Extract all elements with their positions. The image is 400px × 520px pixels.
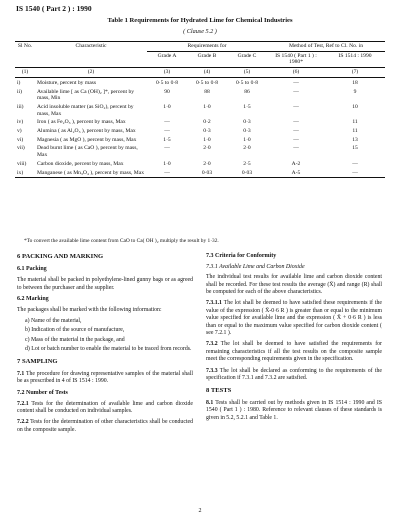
row-characteristic: Moisture, percent by mass [37,79,97,86]
row-method-is1514: 11 [352,128,358,135]
list-item: d) Lot or batch number to enable the material to be traced from records. [25,346,192,353]
header-is1514: IS 1514 : 1990 [338,52,372,59]
row-method-is1514: 15 [352,145,358,152]
row-grade-c: 0·3 [243,128,251,135]
table-row [15,88,385,103]
header-characteristic: Characteristic [75,43,107,49]
section-7-3-2-text: The lot shall be deemed to have satisfied the requirements for remaining characteristics if all the test results on the composite sample meet the corresponding requirements given in the specification. [206,341,382,363]
row-grade-c: 1·0 [243,136,251,143]
table-row [15,103,385,118]
row-method-is1540: — [293,128,299,135]
row-grade-b: 0·03 [201,169,213,176]
row-sl: v) [17,128,22,135]
row-grade-a: 1·0 [163,103,171,110]
header-method-group: Method of Test, Ref to Cl. No. in [267,42,385,52]
row-grade-c: 86 [244,88,250,95]
row-method-is1540: — [293,136,299,143]
requirements-table [15,41,385,178]
page-number: 2 [198,508,202,514]
section-7-1-number: 7.1 [17,371,25,378]
header-sl-no: Sl No. [17,43,33,49]
table-row [15,169,385,178]
row-characteristic: Manganese ( as Mn₃O₄ ), percent by mass, Max [37,169,145,176]
row-grade-c: 2·0 [243,145,251,152]
list-item: b) Indication of the source of manufacture, [25,327,125,334]
row-grade-c: 0·3 [243,119,251,126]
row-characteristic: Carbon dioxide, percent by mass, Max [37,160,124,167]
section-6-1-heading: 6.1 Packing [17,266,47,273]
row-grade-b: 2·0 [203,160,211,167]
column-number: (3) [163,69,171,76]
row-characteristic: Acid insoluble matter (as SiO₂), percent by mass, Max [37,103,134,117]
table-row [15,127,385,136]
row-method-is1540: — [293,88,299,95]
list-item: a) Name of the material, [25,318,82,324]
section-6-2-text: The packages shall be marked with the following information: [17,306,162,313]
row-grade-a: — [164,119,170,126]
row-grade-c: 1·5 [243,103,251,110]
section-7-heading: 7 SAMPLING [17,357,58,365]
row-sl: iv) [17,119,24,126]
row-grade-b: 1·0 [203,136,211,143]
row-characteristic: Iron ( as Fe₂O₃ ), percent by mass, Max [37,119,126,126]
table-footnote: *To convert the available lime content from CaO to Ca( OH )₂ multiply the result by 1·32. [24,238,219,244]
row-method-is1540: — [293,79,299,86]
table-row [15,136,385,145]
header-requirements-group: Requirements for [147,42,267,52]
table-title: Table 1 Requirements for Hydrated Lime for Chemical Industries [107,17,293,24]
row-characteristic: Alumina ( as Al₂O₃ ), percent by mass, Max [37,128,136,135]
row-sl: viii) [17,160,27,167]
row-method-is1514: 10 [352,103,358,110]
section-7-3-2-number: 7.3.2 [206,341,218,348]
row-grade-a: 1·5 [163,136,171,143]
row-method-is1540: — [293,145,299,152]
row-grade-c: 0·03 [241,169,253,176]
table-row [15,118,385,127]
table-row [15,77,385,87]
section-7-3-1-text: The individual test results for available lime and carbon dioxide content shall be recorded. For these test results the average (X̄) and range (R) shall be computed for each of the above characteristics. [206,274,382,296]
column-number: (2) [87,69,95,76]
row-grade-a: — [164,145,170,152]
right-column [206,253,382,426]
section-7-3-3-text: The lot shall be declared as conforming to the requirements of the specification if 7.3.1 and 7.3.2 are satisfied. [206,367,382,382]
section-8-1-text: Tests shall be carried out by methods given in IS 1514 : 1990 and IS 1540 ( Part 1 ) : 1980. Reference to relevant clauses of these standards is given in 5.2, 5.2.1 and Table 1. [206,399,382,421]
list-item: c) Mass of the material in the package, and [25,336,125,343]
row-sl: iii) [17,103,24,110]
column-number: (5) [243,69,251,76]
row-grade-a: 1·0 [163,160,171,167]
row-grade-c: 2·5 [243,160,251,167]
column-number: (1) [21,69,29,76]
section-7-3-2-paragraph [206,341,382,363]
table-row [15,160,385,169]
section-7-3-3-number: 7.3.3 [206,367,218,374]
section-6-heading: 6 PACKING AND MARKING [17,253,104,260]
row-grade-c: 0·5 to 0·8 [235,79,259,86]
row-method-is1514: — [352,160,358,167]
row-characteristic: Available lime [ as Ca (OH)₂ ]*, percent by mass, Min [37,88,135,102]
row-grade-b: 88 [204,88,210,95]
header-grade-a: Grade A [157,52,177,59]
row-grade-b: 0·5 to 0·8 [195,79,219,86]
row-grade-a: — [164,169,170,176]
row-grade-b: 2·0 [203,145,211,152]
row-grade-b: 0·3 [203,128,211,135]
row-grade-a: 90 [164,88,170,95]
row-grade-a: — [164,128,170,135]
column-number: (7) [351,69,359,76]
section-7-3-1-1-paragraph [206,300,382,337]
row-method-is1540: — [293,119,299,126]
section-8-1-paragraph [206,400,382,422]
section-7-1-text: The procedure for drawing representative samples of the material shall be as prescribed in 4 of IS 1514 : 1990. [17,371,193,385]
header-is1540: IS 1540 ( Part 1 ) : 1980* [275,52,317,66]
section-6-2-heading: 6.2 Marking [17,295,49,302]
section-7-3-1-1-text: The lot shall be deemed to have satisfied these requirements if the value of the expression ( X̄-0·6 R ) is greater than or equal to the minimum value specified for available lime and the expression ( X̄ + 0·6 R ) is less than or equal to the maximum value specified for carbon dioxide content ( see 7.2.1 ). [206,300,382,337]
row-method-is1540: A-2 [291,160,301,167]
row-method-is1514: 11 [352,119,358,126]
section-7-2-1-text: Tests for the determination of available lime and carbon dioxide content shall be conducted on individual samples. [17,400,193,414]
section-7-3-3-paragraph [206,368,382,383]
marking-list [17,318,193,354]
section-7-3-1-heading: 7.3.1 Available Lime and Carbon Dioxide [206,263,305,270]
section-6-1-text: The material shall be packed in polyethylene-lined gunny bags or as agreed to between the purchaser and the supplier. [17,277,193,291]
section-7-3-1-1-number: 7.3.1.1 [206,300,222,307]
row-sl: vii) [17,145,25,152]
section-7-2-1-paragraph [17,401,193,416]
row-method-is1540: A-5 [291,169,301,176]
header-grade-c: Grade C [237,52,257,59]
section-7-3-heading: 7.3 Criteria for Conformity [206,253,277,259]
row-method-is1514: 13 [352,136,358,143]
row-grade-a: 0·5 to 0·8 [155,79,179,86]
section-8-heading: 8 TESTS [206,386,232,394]
header-grade-b: Grade B [197,52,217,59]
row-method-is1540: — [293,103,299,110]
row-method-is1514: 18 [352,79,358,86]
left-column [17,253,193,438]
row-method-is1514: — [352,169,358,176]
row-sl: ii) [17,88,22,95]
section-7-2-2-text: Tests for the determination of other characteristics shall be conducted on the composite sample. [17,419,193,433]
row-method-is1514: 9 [353,88,357,95]
document-header: IS 1540 ( Part 2 ) : 1990 [16,4,92,13]
section-7-2-2-number: 7.2.2 [17,419,29,426]
section-7-2-2-paragraph [17,419,193,434]
table-clause: ( Clause 5.2 ) [183,28,217,35]
column-number: (6) [292,69,300,76]
row-characteristic: Dead burnt lime ( as CaO ), percent by mass, Max [37,145,138,159]
row-characteristic: Magnesia ( as MgO ), percent by mass, Max [37,136,137,143]
row-grade-b: 0·2 [203,119,211,126]
row-sl: i) [17,79,21,86]
row-grade-b: 1·0 [203,103,211,110]
column-number: (4) [203,69,211,76]
section-7-2-1-number: 7.2.1 [17,400,29,407]
section-8-1-number: 8.1 [206,399,214,406]
row-sl: vi) [17,136,24,143]
section-7-2-heading: 7.2 Number of Tests [17,389,68,396]
row-sl: ix) [17,169,24,176]
table-row [15,144,385,159]
section-7-1-paragraph [17,371,193,386]
